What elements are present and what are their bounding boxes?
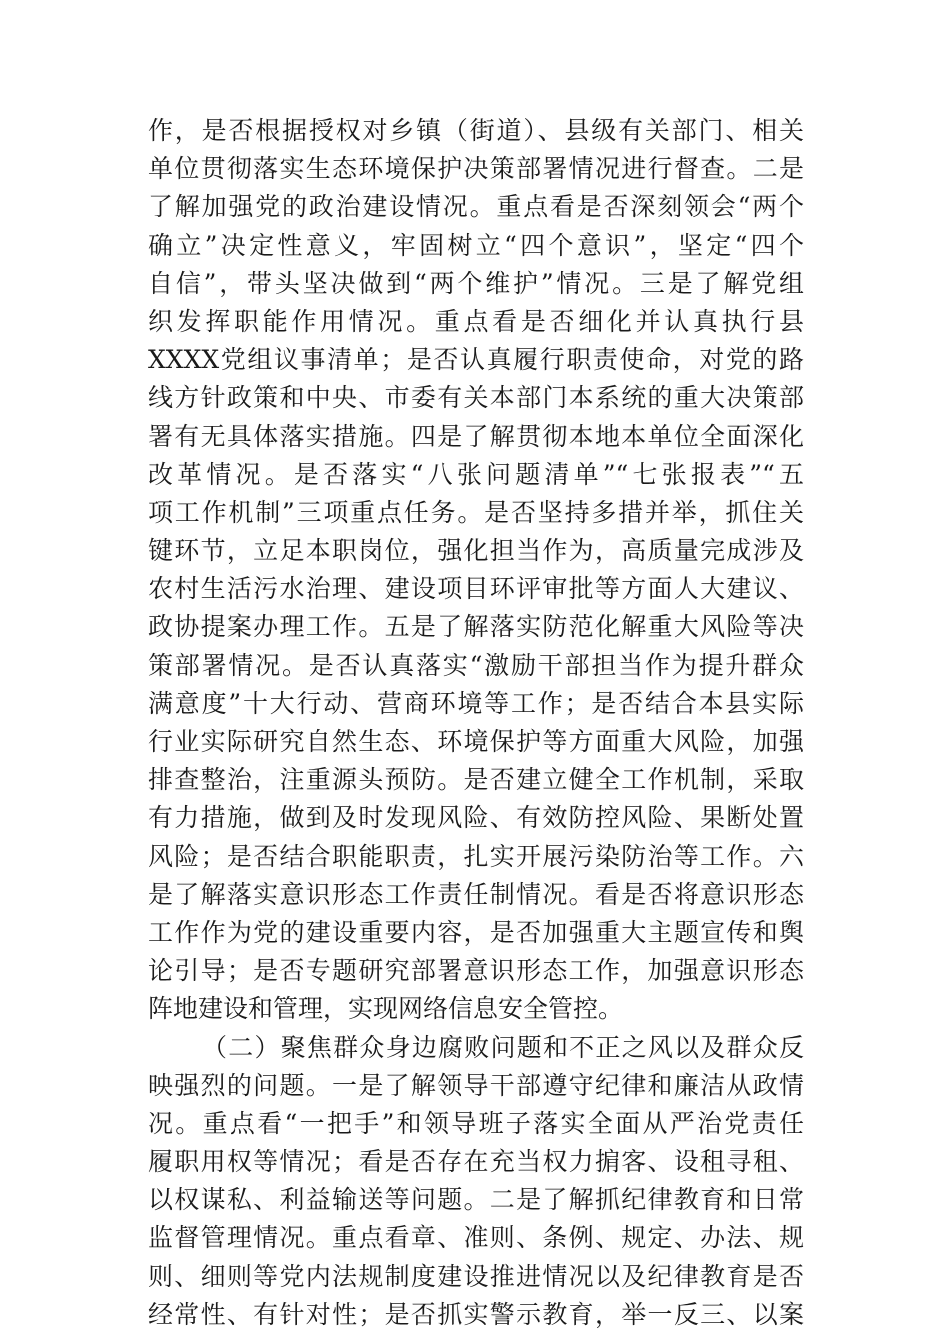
text-line: 经常性、有针对性；是否抓实警示教育，举一反三、以案	[148, 1299, 804, 1329]
text-line: 是了解落实意识形态工作责任制情况。看是否将意识形态	[148, 879, 804, 909]
paragraph-2	[148, 1029, 804, 1335]
document-body	[148, 112, 804, 1334]
text-line: 了解加强党的政治建设情况。重点看是否深刻领会“两个	[148, 192, 804, 222]
text-line: 键环节，立足本职岗位，强化担当作为，高质量完成涉及	[148, 536, 804, 566]
text-line: 织发挥职能作用情况。重点看是否细化并认真执行县	[148, 306, 804, 336]
text-line: 项工作机制”三项重点任务。是否坚持多措并举，抓住关	[148, 497, 804, 527]
text-line: （二）聚焦群众身边腐败问题和不正之风以及群众反	[202, 1032, 804, 1062]
text-line: XXXX党组议事清单；是否认真履行职责使命，对党的路	[148, 345, 804, 375]
text-line: 署有无具体落实措施。四是了解贯彻本地本单位全面深化	[148, 421, 804, 451]
text-line: 线方针政策和中央、市委有关本部门本系统的重大决策部	[148, 383, 804, 413]
text-line: 改革情况。是否落实“八张问题清单”“七张报表”“五	[148, 459, 804, 489]
text-line: 单位贯彻落实生态环境保护决策部署情况进行督查。二是	[148, 154, 804, 184]
text-line: 农村生活污水治理、建设项目环评审批等方面人大建议、	[148, 574, 804, 604]
text-line: 则、细则等党内法规制度建设推进情况以及纪律教育是否	[148, 1261, 804, 1291]
text-line: 阵地建设和管理，实现网络信息安全管控。	[148, 994, 624, 1024]
text-line: 风险；是否结合职能职责，扎实开展污染防治等工作。六	[148, 841, 804, 871]
text-line: 监督管理情况。重点看章、准则、条例、规定、办法、规	[148, 1223, 804, 1253]
paragraph-1	[148, 112, 804, 1029]
text-line: 排查整治，注重源头预防。是否建立健全工作机制，采取	[148, 765, 804, 795]
text-line: 以权谋私、利益输送等问题。二是了解抓纪律教育和日常	[148, 1185, 804, 1215]
text-line: 工作作为党的建设重要内容，是否加强重大主题宣传和舆	[148, 917, 804, 947]
text-line: 履职用权等情况；看是否存在充当权力掮客、设租寻租、	[148, 1147, 804, 1177]
text-line: 确立”决定性意义，牢固树立“四个意识”，坚定“四个	[148, 230, 804, 260]
text-line: 论引导；是否专题研究部署意识形态工作，加强意识形态	[148, 956, 804, 986]
text-line: 况。重点看“一把手”和领导班子落实全面从严治党责任	[148, 1108, 804, 1138]
text-line: 作，是否根据授权对乡镇（街道）、县级有关部门、相关	[148, 116, 804, 145]
text-line: 行业实际研究自然生态、环境保护等方面重大风险，加强	[148, 727, 804, 756]
text-line: 自信”，带头坚决做到“两个维护”情况。三是了解党组	[148, 268, 804, 298]
text-line: 有力措施，做到及时发现风险、有效防控风险、果断处置	[148, 803, 804, 833]
text-line: 策部署情况。是否认真落实“激励干部担当作为提升群众	[148, 650, 804, 680]
text-line: 满意度”十大行动、营商环境等工作；是否结合本县实际	[148, 688, 804, 718]
text-line: 映强烈的问题。一是了解领导干部遵守纪律和廉洁从政情	[148, 1070, 804, 1100]
text-line: 政协提案办理工作。五是了解落实防范化解重大风险等决	[148, 612, 804, 642]
